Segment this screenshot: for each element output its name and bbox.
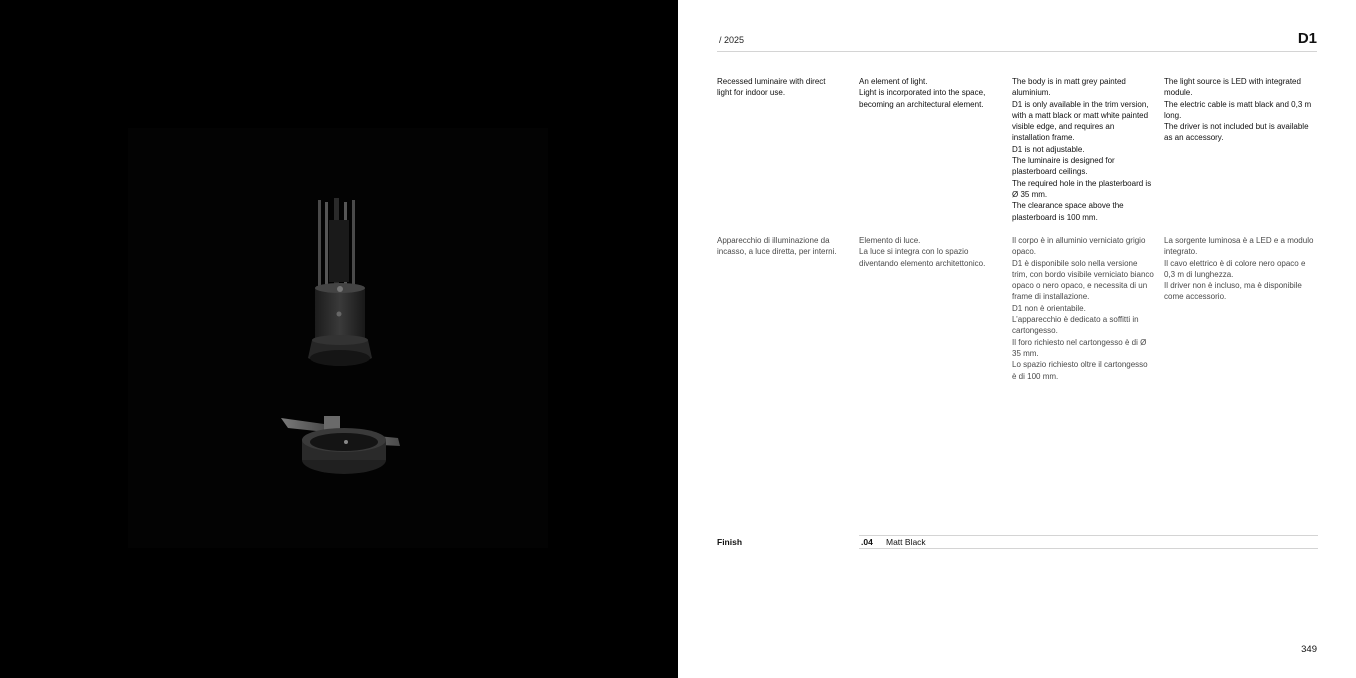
description-it-text: Lo spazio richiesto oltre il cartongesso è di 100 mm.: [1012, 360, 1148, 381]
luminaire-upper: [308, 198, 372, 366]
finish-divider-top: [859, 535, 1318, 536]
description-it-col4: [1164, 235, 1318, 303]
page-header: [717, 30, 1317, 52]
luminaire-illustration: [128, 128, 548, 548]
description-it-text: Apparecchio di illuminazione da incasso, a luce diretta, per interni.: [717, 236, 837, 257]
description-en-col2: [859, 76, 999, 110]
installation-frame: [281, 416, 400, 474]
description-en-text: The required hole in the plasterboard is Ø 35 mm.: [1012, 178, 1152, 199]
description-it-text: La luce si integra con lo spazio diventando elemento architettonico.: [859, 247, 986, 268]
description-en-text: The luminaire is designed for plasterboard ceilings.: [1012, 156, 1115, 177]
description-it-text: D1 è disponibile solo nella versione trim, con bordo visibile verniciato bianco opaco o nero opaco, e necessita di un frame di installazione.: [1012, 258, 1154, 302]
description-en-text: The light source is LED with integrated module.: [1164, 77, 1301, 98]
description-it-col2: [859, 235, 999, 269]
finish-divider-bottom: [859, 548, 1318, 549]
description-it-text: La sorgente luminosa è a LED e a modulo integrato.: [1164, 236, 1314, 257]
catalogue-year: / 2025: [719, 35, 745, 45]
description-en-text: The driver is not included but is available as an accessory.: [1164, 122, 1309, 143]
description-en-text: D1 is not adjustable.: [1012, 144, 1085, 154]
page-number: 349: [1301, 644, 1317, 655]
finish-code: .04: [861, 537, 873, 547]
description-it-text: Il driver non è incluso, ma è disponibile come accessorio.: [1164, 281, 1302, 302]
description-en-col1: [717, 76, 842, 99]
description-it-col1: [717, 235, 842, 258]
description-en-text: The body is in matt grey painted aluminium.: [1012, 77, 1126, 98]
description-it-text: L’apparecchio è dedicato a soffitti in cartongesso.: [1012, 315, 1139, 336]
description-it-text: D1 non è orientabile.: [1012, 303, 1086, 313]
product-photo: [128, 128, 548, 548]
specification-page: [678, 0, 1356, 678]
description-it-text: Elemento di luce.: [859, 236, 921, 245]
description-it-col3: [1012, 235, 1154, 382]
description-en-text: The clearance space above the plasterboard is 100 mm.: [1012, 201, 1124, 222]
description-en-text: Light is incorporated into the space, becoming an architectural element.: [859, 88, 986, 109]
description-en-text: The electric cable is matt black and 0,3 m long.: [1164, 99, 1312, 120]
description-en-col4: [1164, 76, 1318, 144]
description-it-text: Il cavo elettrico è di colore nero opaco e 0,3 m di lunghezza.: [1164, 258, 1306, 279]
description-en-col3: [1012, 76, 1154, 223]
finish-name: Matt Black: [886, 537, 926, 547]
description-en-text: An element of light.: [859, 77, 928, 86]
description-it-text: Il corpo è in alluminio verniciato grigio opaco.: [1012, 236, 1146, 257]
product-code: D1: [1297, 30, 1317, 47]
description-en-text: D1 is only available in the trim version, with a matt black or matt white painted visible edge, and requires an installation frame.: [1012, 99, 1149, 143]
finish-label: Finish: [717, 537, 743, 547]
description-en-text: Recessed luminaire with direct light for indoor use.: [717, 77, 826, 98]
description-it-text: Il foro richiesto nel cartongesso è di Ø 35 mm.: [1012, 337, 1147, 358]
